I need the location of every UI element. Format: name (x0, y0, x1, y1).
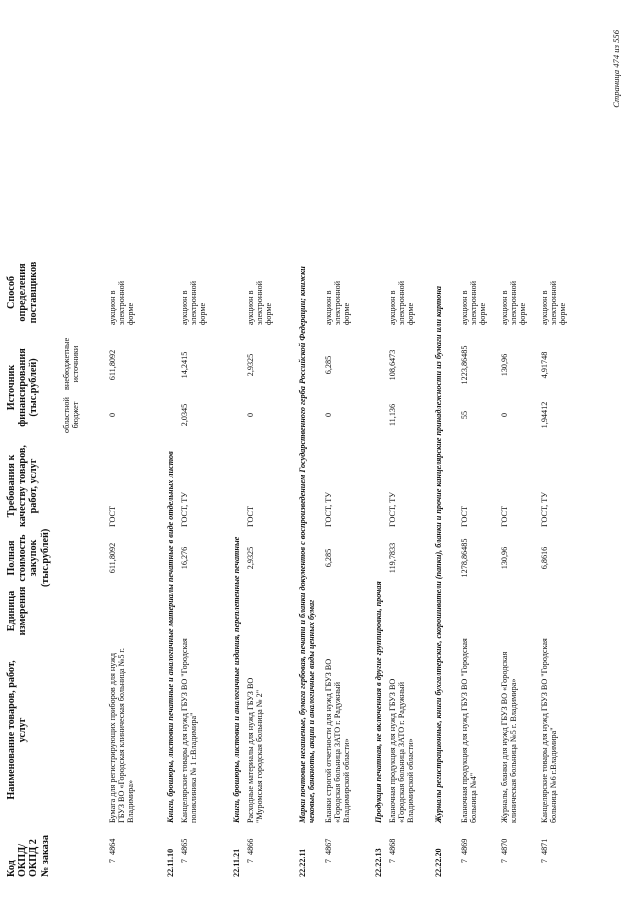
header-financing: Источник финансирования (тыс.рублей) (6, 348, 40, 427)
item-cost: 1278,86485 (460, 538, 469, 578)
item-name: Бумага для регистрирующих приборов для нужд ГБУЗ ВО «Городская клиническая больница №5 г. Владимира» (108, 648, 136, 823)
item-requirements: ГОСТ, ТУ (180, 491, 189, 527)
table-row (388, 0, 434, 905)
category-code: 22.22.11 (298, 848, 307, 877)
item-requirements: ГОСТ (108, 505, 117, 527)
item-external-sources: 6,285 (324, 355, 333, 375)
order-number: 4871 (540, 838, 549, 855)
order-number: 4870 (500, 838, 509, 855)
order-number: 4867 (324, 838, 333, 855)
category-name: Книги, брошюры, листовки печатные и аналогичные материалы печатные в виде отдельных листов (166, 451, 175, 823)
item-cost: 130,96 (500, 546, 509, 570)
item-cost: 6,285 (324, 548, 333, 568)
category-row (374, 0, 388, 905)
item-method: аукцион в электронной форме (324, 280, 352, 325)
header-financing-regional: областной бюджет (62, 397, 81, 433)
category-code: 22.11.21 (232, 848, 241, 877)
item-requirements: ГОСТ, ТУ (388, 491, 397, 527)
item-external-sources: 108,6473 (388, 349, 397, 381)
item-regional-budget: 55 (460, 410, 469, 420)
item-method: аукцион в электронной форме (460, 280, 488, 325)
category-row (434, 0, 460, 905)
row-number: 7 (388, 859, 397, 864)
header-cost: Полная стоимость закупок (тыс.рублей) (6, 528, 51, 587)
item-method: аукцион в электронной форме (388, 280, 416, 325)
order-number: 4865 (180, 838, 189, 855)
table-row (246, 0, 298, 905)
item-cost: 2,9325 (246, 546, 255, 570)
item-method: аукцион в электронной форме (108, 280, 136, 325)
item-regional-budget: 0 (246, 412, 255, 418)
table-row (324, 0, 374, 905)
header-method: Способ определения поставщиков (6, 261, 40, 324)
category-code: 22.11.10 (166, 848, 175, 877)
item-name: Канцелярские товары для нужд ГБУЗ ВО "Городская больница №6 г.Владимира" (540, 638, 559, 823)
item-regional-budget: 0 (324, 412, 333, 418)
header-code: Код ОКПД/ ОКПД 2 № заказа (6, 835, 51, 877)
item-external-sources: 14,2415 (180, 351, 189, 379)
item-cost: 119,7833 (388, 542, 397, 574)
order-number: 4869 (460, 838, 469, 855)
item-name: Канцелярские товары для нужд ГБУЗ ВО "Городская поликлиника № 1 г.Владимира" (180, 638, 199, 823)
item-name: Бланочная продукция для нужд ГБУЗ ВО «Городская больница ЗАТО г. Радужный Владимирской области» (388, 678, 416, 823)
item-requirements: ГОСТ (246, 505, 255, 527)
row-number: 7 (460, 859, 469, 864)
item-regional-budget: 0 (108, 412, 117, 418)
item-method: аукцион в электронной форме (246, 280, 274, 325)
category-name: Продукция печатная, не включенная в другие группировки, прочая (374, 581, 383, 823)
header-requirements: Требования к качеству товаров, работ, услуг (6, 445, 40, 527)
category-name: Марки почтовые негашеные, бумага гербовая, печати и бланки документов с воспроизведением Государственного герба Российской Федерации; книжки чековые, банкноты, акции и аналогичные виды ценных бумаг (298, 266, 317, 823)
row-number: 7 (500, 859, 509, 864)
item-method: аукцион в электронной форме (540, 280, 568, 325)
item-external-sources: 130,96 (500, 353, 509, 377)
table-header (6, 0, 94, 905)
item-name: Журналы, бланки для нужд ГБУЗ ВО «Городская клиническая больница №5 г. Владимира» (500, 651, 519, 823)
item-external-sources: 1223,86485 (460, 345, 469, 385)
table-row (108, 0, 166, 905)
category-name: Журналы регистрационные, книги бухгалтерские, скорошиватели (папки), бланки и прочие канцелярские принадлежности из бумаги или картона (434, 286, 443, 823)
row-number: 7 (180, 859, 189, 864)
item-requirements: ГОСТ (460, 505, 469, 527)
item-requirements: ГОСТ (500, 505, 509, 527)
page-footer: Страница 474 из 556 (611, 30, 622, 108)
category-row (298, 0, 324, 905)
item-method: аукцион в электронной форме (180, 280, 208, 325)
table-row (540, 0, 588, 905)
item-method: аукцион в электронной форме (500, 280, 528, 325)
order-number: 4868 (388, 838, 397, 855)
table-row (500, 0, 540, 905)
category-name: Книги, брошюры, листовки и аналогичные издания, переплетенные печатные (232, 536, 241, 823)
category-row (166, 0, 180, 905)
header-name: Наименование товаров, работ, услуг (6, 660, 29, 800)
item-cost: 16,276 (180, 546, 189, 570)
header-unit: Единица измерения (6, 586, 29, 636)
item-name: Бланки строгой отчетности для нужд ГБУЗ ВО «Городская больница ЗАТО г. Радужный Владимирской области» (324, 658, 352, 823)
item-regional-budget: 1,94412 (540, 401, 549, 429)
item-external-sources: 611,8092 (108, 349, 117, 381)
row-number: 7 (108, 859, 117, 864)
order-number: 4866 (246, 838, 255, 855)
item-cost: 6,8616 (540, 546, 549, 570)
header-financing-external: внебюджетные источники (62, 337, 81, 390)
row-number: 7 (324, 859, 333, 864)
table-body (108, 0, 588, 905)
item-name: Расходные материалы для нужд ГБУЗ ВО "Муромская городская больница № 2" (246, 677, 265, 823)
category-code: 22.22.13 (374, 848, 383, 877)
item-regional-budget: 0 (500, 412, 509, 418)
row-number: 7 (540, 859, 549, 864)
item-external-sources: 2,9325 (246, 353, 255, 377)
item-regional-budget: 2,0345 (180, 403, 189, 427)
table-row (460, 0, 500, 905)
item-name: Бланочная продукция для нужд ГБУЗ ВО "Городская больница №4" (460, 638, 479, 823)
table-row (180, 0, 232, 905)
category-row (232, 0, 246, 905)
item-external-sources: 4,91748 (540, 351, 549, 379)
row-number: 7 (246, 859, 255, 864)
category-code: 22.22.20 (434, 848, 443, 877)
order-number: 4864 (108, 838, 117, 855)
item-cost: 611,8092 (108, 542, 117, 574)
item-regional-budget: 11,136 (388, 403, 397, 427)
item-requirements: ГОСТ, ТУ (324, 491, 333, 527)
item-requirements: ГОСТ, ТУ (540, 491, 549, 527)
